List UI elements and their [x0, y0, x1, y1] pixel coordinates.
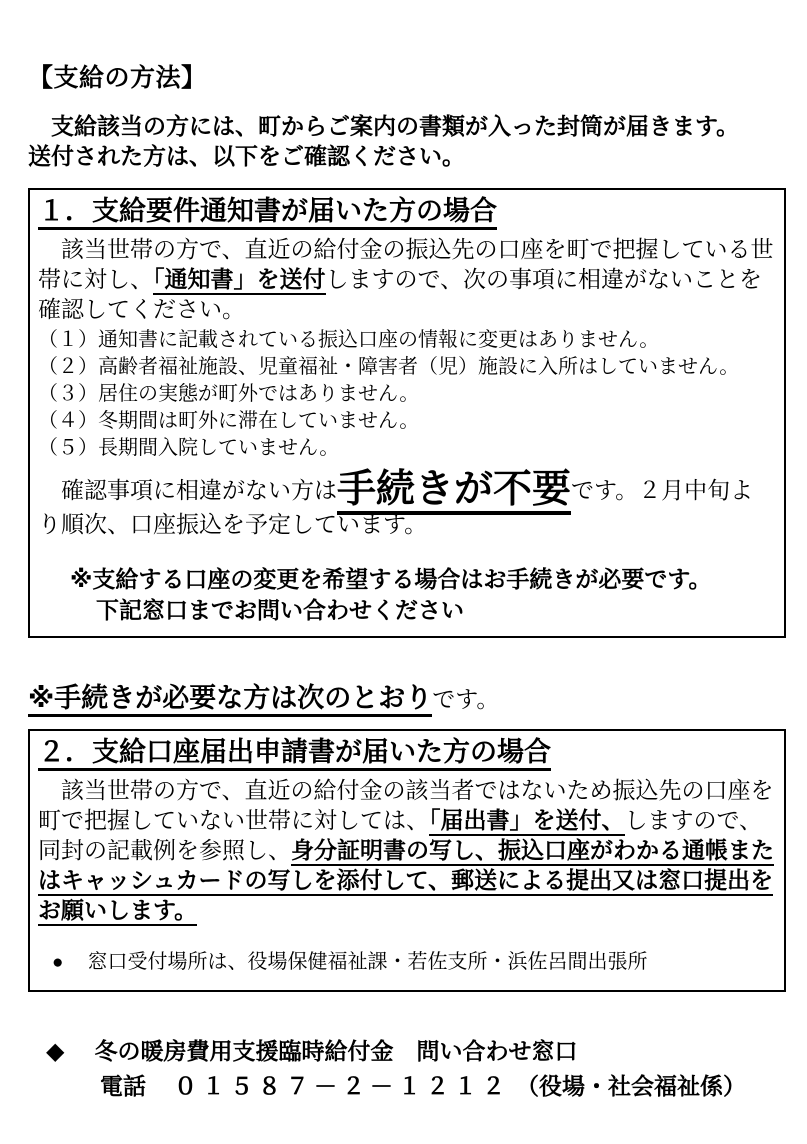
- report-form-send-emphasis: 「届出書」を送付、: [429, 807, 625, 836]
- no-procedure-emphasis: 手続きが不要: [337, 468, 571, 515]
- checklist-item-2: （２）高齢者福祉施設、児童福祉・障害者（児）施設に入所はしていません。: [38, 356, 740, 378]
- phone-label: 電話: [100, 1073, 146, 1099]
- procedure-required-heading: [28, 680, 786, 717]
- checklist-item-1: （１）通知書に記載されている振込口座の情報に変更はありません。: [38, 329, 660, 351]
- section-2-heading: ２．支給口座届出申請書が届いた方の場合: [38, 734, 776, 771]
- circle-bullet-icon: ●: [52, 952, 64, 973]
- contact-phone-row: [28, 1069, 786, 1103]
- account-change-note: [38, 564, 776, 626]
- phone-suffix: （役場・社会福祉係）: [516, 1073, 746, 1099]
- page-title: 【支給の方法】: [28, 64, 207, 92]
- diamond-bullet-icon: ◆: [46, 1038, 65, 1065]
- checklist-item-5: （５）長期間入院していません。: [38, 437, 340, 459]
- checklist-item-4: （４）冬期間は町外に滞在していません。: [38, 410, 420, 432]
- contact-title: 冬の暖房費用支援臨時給付金 問い合わせ窓口: [94, 1038, 578, 1064]
- documents-required-emphasis: 身分証明書の写し、振込口座がわかる通帳またはキャッシュカードの写しを添付して、郵送による提出又は窓口提出をお願いします。: [38, 837, 774, 926]
- section-1-box: [28, 188, 786, 638]
- confirmation-checklist: [38, 327, 776, 462]
- no-procedure-paragraph: [38, 470, 776, 540]
- result-post: です。２月中旬より順次、口座振込を予定しています。: [38, 477, 754, 537]
- section-2-box: [28, 729, 786, 992]
- reception-locations-text: 窓口受付場所は、役場保健福祉課・若佐支所・浜佐呂間出張所: [87, 951, 648, 973]
- section-1-para-pre: 該当世帯の方で、直近の給付金の振込先の口座を町で把握している世帯に対し、: [38, 236, 774, 292]
- section-1-paragraph: [38, 234, 776, 324]
- notification-send-emphasis: 「通知書」を送付: [153, 266, 326, 295]
- section-1-heading: １．支給要件通知書が届いた方の場合: [38, 193, 776, 230]
- intro-line-2: 送付された方は、以下をご確認ください。: [28, 143, 465, 169]
- result-pre: 確認事項に相違がない方は: [38, 477, 337, 503]
- intro-paragraph: [28, 111, 786, 171]
- intro-line-1: 支給該当の方には、町からご案内の書類が入った封筒が届きます。: [28, 113, 740, 139]
- section-2-para-pre: 該当世帯の方で、直近の給付金の該当者ではないため振込先の口座を町で把握していない世帯に対しては、: [38, 777, 774, 833]
- procedure-required-tail: です。: [432, 686, 500, 712]
- contact-title-row: [28, 1034, 786, 1069]
- section-2-paragraph: [38, 775, 776, 925]
- note-line-1: ※支給する口座の変更を希望する場合はお手続きが必要です。: [70, 566, 712, 592]
- checklist-item-3: （３）居住の実態が町外ではありません。: [38, 383, 420, 405]
- section-2-para-mid: しますので、同封の記載例を参照し、: [38, 807, 763, 863]
- phone-number: ０１５８７－２－１２１２: [174, 1073, 510, 1099]
- note-line-2: 下記窓口までお問い合わせください: [96, 597, 464, 623]
- procedure-required-emphasis: ※手続きが必要な方は次のとおり: [28, 683, 432, 717]
- reception-locations: [38, 949, 776, 976]
- section-1-para-post: しますので、次の事項に相違がないことを確認してください。: [38, 266, 763, 322]
- contact-section: [28, 1034, 786, 1103]
